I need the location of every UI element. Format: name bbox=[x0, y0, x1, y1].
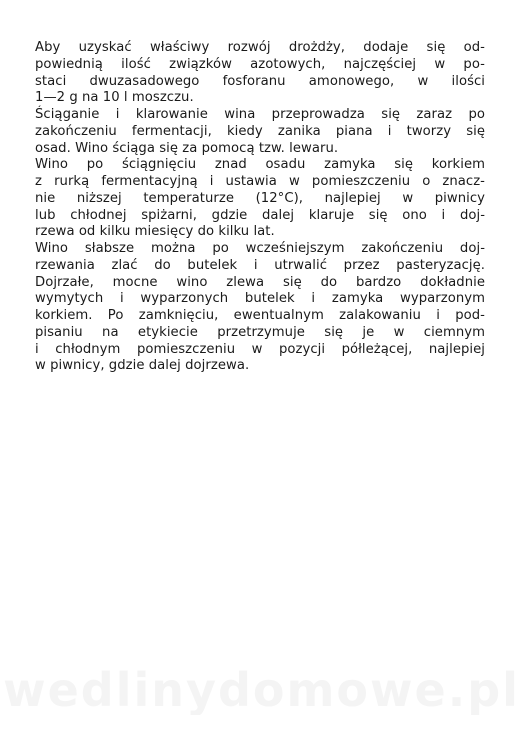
paragraph-yeast-nutrients bbox=[35, 40, 485, 107]
text-line: korkiem. Po zamknięciu, ewentualnym zalakowaniu i pod- bbox=[35, 308, 485, 323]
text-line: rzewa od kilku miesięcy do kilku lat. bbox=[35, 224, 275, 240]
text-line: Dojrzałe, mocne wino zlewa się do bardzo dokładnie bbox=[35, 274, 485, 290]
site-watermark: wedlinydomowe.pl bbox=[3, 665, 520, 715]
text-line: Aby uzyskać właściwy rozwój drożdży, dodaje się od- bbox=[35, 40, 485, 55]
paragraph-racking-clarifying bbox=[35, 107, 485, 157]
body-text bbox=[35, 40, 485, 375]
text-line: wymytych i wyparzonych butelek i zamyka wyparzonym bbox=[35, 291, 485, 307]
text-line: Wino słabsze można po wcześniejszym zakończeniu doj- bbox=[35, 241, 485, 256]
text-line: w piwnicy, gdzie dalej dojrzewa. bbox=[35, 358, 250, 374]
paragraph-bottling bbox=[35, 241, 485, 375]
text-line: lub chłodnej spiżarni, gdzie dalej klaruje się ono i doj- bbox=[35, 207, 485, 223]
text-line: Ściąganie i klarowanie wina przeprowadza się zaraz po bbox=[35, 107, 485, 122]
text-line: nie niższej temperaturze (12°C), najlepiej w piwnicy bbox=[35, 190, 485, 206]
text-line: 1—2 g na 10 l moszczu. bbox=[35, 90, 194, 106]
text-line: staci dwuzasadowego fosforanu amonowego, w ilości bbox=[35, 73, 485, 89]
paragraph-storage-aging bbox=[35, 157, 485, 241]
text-line: z rurką fermentacyjną i ustawia w pomieszczeniu o znacz- bbox=[35, 174, 485, 189]
text-line: Wino po ściągnięciu znad osadu zamyka się korkiem bbox=[35, 157, 485, 173]
text-line: zakończeniu fermentacji, kiedy zanika piana i tworzy się bbox=[35, 123, 485, 139]
text-line: i chłodnym pomieszczeniu w pozycji półleżącej, najlepiej bbox=[35, 341, 485, 357]
text-line: powiednią ilość związków azotowych, najczęściej w po- bbox=[35, 56, 485, 72]
text-line: pisaniu na etykiecie przetrzymuje się je w ciemnym bbox=[35, 324, 485, 340]
text-line: osad. Wino ściąga się za pomocą tzw. lewaru. bbox=[35, 140, 339, 156]
text-line: rzewania zlać do butelek i utrwalić przez pasteryzację. bbox=[35, 257, 485, 273]
